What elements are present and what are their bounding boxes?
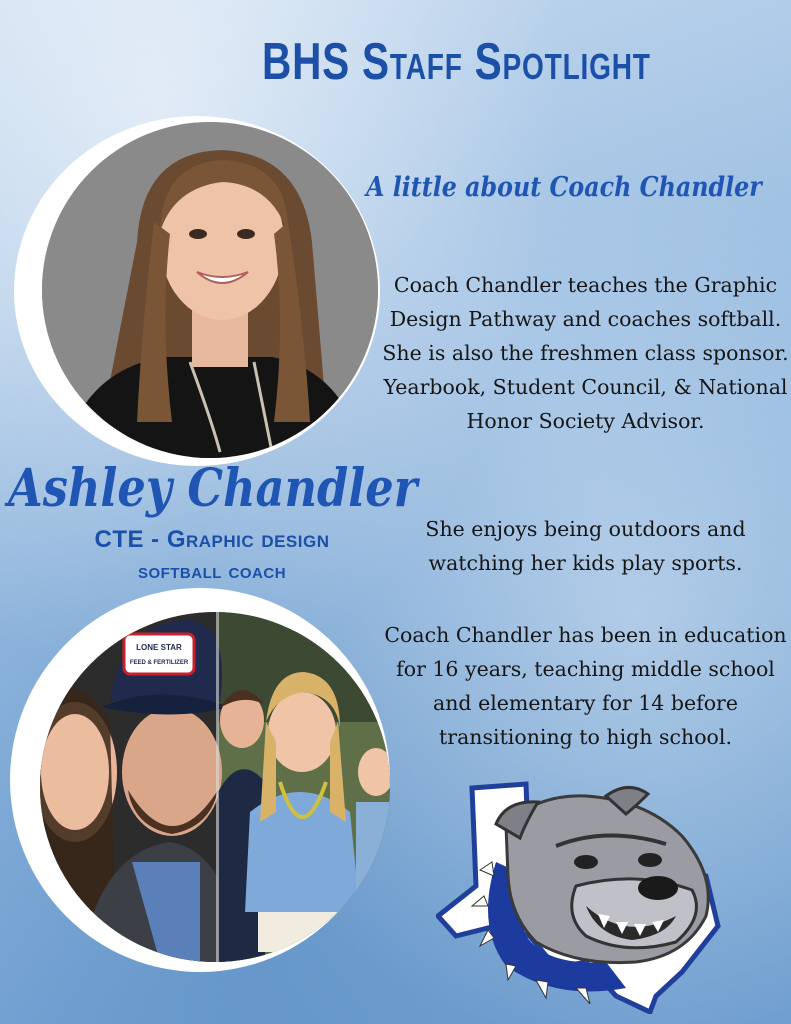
section-subtitle: A little about Coach Chandler xyxy=(366,172,762,203)
bio-paragraph-3: Coach Chandler has been in education for 16 years, teaching middle school and elementary for 14 before transitioning to high school. xyxy=(384,623,787,749)
bulldog-mascot-logo xyxy=(436,766,732,1014)
family-illustration xyxy=(40,612,390,962)
cap-text-bottom: FEED & FERTILIZER xyxy=(129,660,189,666)
cap-text-top: LONE STAR xyxy=(136,643,182,652)
bio-paragraph-1: Coach Chandler teaches the Graphic Design Pathway and coaches softball. She is also the freshmen class sponsor. Yearbook, Student Council, & National Honor Society Advisor. xyxy=(382,273,789,433)
portrait-photo xyxy=(42,122,378,458)
page-title: BHS Staff Spotlight xyxy=(262,33,651,91)
portrait-illustration xyxy=(42,122,378,458)
staff-name: Ashley Chandler xyxy=(8,458,418,519)
staff-role-line2: softball coach xyxy=(137,558,287,583)
bulldog-icon xyxy=(436,766,732,1014)
staff-role-line1: CTE - Graphic design xyxy=(94,526,330,553)
family-photo xyxy=(40,612,390,962)
bio-paragraph-2: She enjoys being outdoors and watching her kids play sports. xyxy=(425,517,746,575)
